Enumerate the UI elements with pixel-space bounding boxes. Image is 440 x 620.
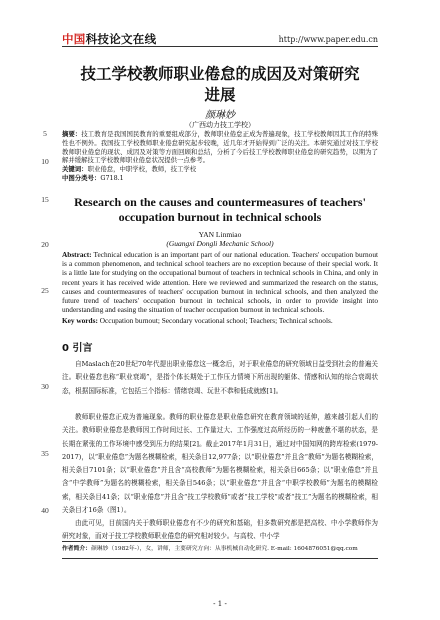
page-number: - 1 -	[213, 600, 227, 608]
footnote-label: 作者简介：	[62, 546, 91, 552]
keywords-en-text: Occupation burnout; Secondary vocational school; Teachers; Technical schools.	[97, 316, 333, 325]
abstract-cn	[62, 130, 378, 165]
author-cn: 颜琳妙	[205, 110, 235, 121]
abstract-en	[62, 250, 378, 314]
line-number: 15	[41, 195, 49, 204]
clc-cn	[62, 174, 378, 183]
abstract-en-text: Technical education is an important part of our national education. Teachers' occupation burnout is a common phenomenon, and technical school teachers are no exception because of their special work. It is a little late for studying on the occupational burnout of teachers in technical schools in China, and only in recent years it has received wide attention. Here we reviewed and summarized the research on the status, causes and countermeasures of teachers' occupation burnout in technical schools, and then analyzed the future trend of teachers' occupation burnout in technical schools, in order to provide insight into understanding and easing the situation of teacher occupation burnout in technical schools.	[62, 250, 378, 315]
clc-label: 中图分类号：	[62, 174, 101, 182]
author-en: YAN Linmiao	[198, 230, 242, 239]
line-number: 40	[41, 506, 49, 515]
footnote-rule	[62, 541, 182, 542]
abstract-en-label: Abstract:	[62, 250, 92, 259]
header-rule	[62, 46, 378, 47]
line-number: 5	[43, 129, 47, 138]
author-footnote	[62, 545, 378, 553]
title-cn-line1: 技工学校教师职业倦怠的成因及对策研究	[80, 65, 360, 83]
clc-value: G718.1	[100, 174, 124, 182]
line-number: 10	[41, 157, 49, 166]
keywords-cn	[62, 165, 378, 174]
site-url[interactable]: http://www.paper.edu.cn	[278, 35, 378, 44]
line-number: 20	[41, 240, 49, 249]
affiliation-cn: （广西动力技工学校）	[185, 121, 255, 129]
keywords-cn-label: 关键词：	[62, 165, 88, 173]
intro-paragraph-1: 自Maslach在20世纪70年代提出职业倦怠这一概念后，对于职业倦怠的研究领域日益受到社会的普遍关注。职业倦怠也称“职业衰竭”，是指个体长期处于工作压力情境下所出现的躯体、情感和认知的综合衰竭状态，根据国际标准，它包括三个指标：情绪衰竭、玩世不恭和低成就感[1]。	[62, 360, 378, 395]
footnote-text: 颜琳妙（1982年-），女，讲师，主要研究方向：从事机械自动化研究. E-mail: 1604876051@qq.com	[91, 546, 358, 552]
logo-red-part: 中国	[62, 32, 86, 46]
title-en-line1: Research on the causes and countermeasures of teachers'	[74, 195, 366, 209]
footer-rule	[62, 558, 378, 559]
logo-text: 科技论文在线	[85, 32, 157, 46]
intro-paragraph-2: 教师职业倦怠正成为普遍现象。教师的职业倦怠是职业倦怠研究在教育领域的延伸，越来越引起人们的关注。教师职业倦怠是教师因工作时间过长、工作量过大、工作强度过高所经历的一种疲惫不堪的状态，是长期在紧张的工作环境中感受到压力的结果[2]。截止2017年1月31日，通过对中国知网的跨库检索(1979-2017)，以“职业倦怠”为题名模糊检索，相关条目12,977条；以“职业倦怠”并且含“教师”为题名模糊检索，相关条目7101条；以“职业倦怠”并且含“高校教师”为题名模糊检索，相关条目665条；以“职业倦怠”并且含“中学教师”为题名的模糊检索，相关条目546条；以“职业倦怠”并且含“中职学校教师”为题名的模糊检索，相关条目41条；以“职业倦怠”并且含“技工学校教师”或者“技工学校”或者“技工”为题名的模糊检索，相关条目才16条（图1）。	[62, 413, 378, 515]
site-logo	[62, 31, 156, 47]
line-number: 25	[41, 286, 49, 295]
title-en-line2: occupation burnout in technical schools	[118, 210, 322, 224]
keywords-en-label: Key words:	[62, 316, 98, 325]
line-number: 35	[41, 449, 49, 458]
affiliation-en: (Guangxi Dongli Mechanic School)	[166, 239, 274, 248]
title-cn-line2: 进展	[204, 86, 236, 104]
section-heading-intro: 0 引言	[62, 343, 93, 354]
abstract-cn-label: 摘要：	[62, 130, 82, 138]
keywords-cn-text: 职业倦怠，中职学校，教师，技工学校	[87, 165, 197, 173]
intro-paragraph-3: 由此可见，目前国内关于教师职业倦怠有不少的研究和基础，但多数研究都是把高校、中小学教师作为研究对象，而对于技工学校教师职业倦怠的研究相对较少。与高校、中小学	[62, 519, 378, 541]
abstract-cn-text: 技工教育是我国国民教育的重要组成部分，教师职业倦怠正成为普遍现象，技工学校教师因其工作的特殊性也不例外。我国技工学校教师职业倦怠研究起步较晚，近几年才开始得到广泛的关注。本研究通过对技工学校教师职业倦怠的现状、成因及对策等方面回顾和总结，分析了今后技工学校教师职业倦怠的研究趋势，以期为了解并缓解技工学校教师职业倦怠状况提供一点参考。	[62, 130, 379, 165]
line-number: 30	[41, 382, 49, 391]
keywords-en	[62, 316, 378, 325]
